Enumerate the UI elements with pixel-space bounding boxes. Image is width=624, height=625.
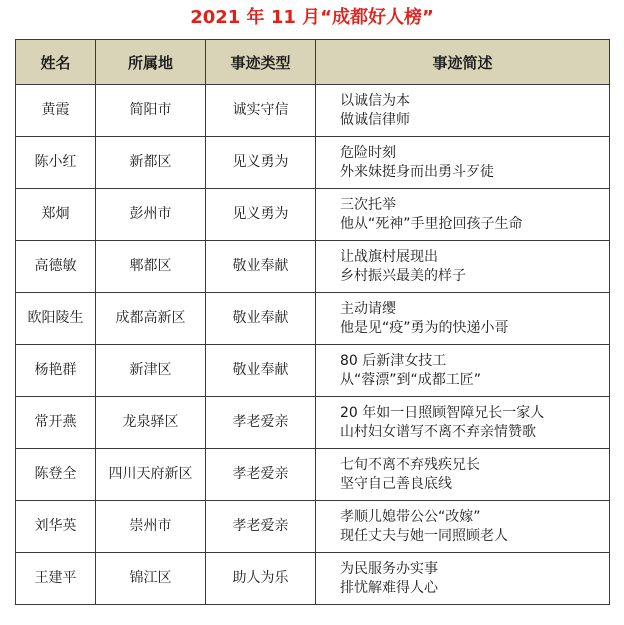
- description-line-1: 20 年如一日照顾智障兄长一家人: [340, 404, 545, 421]
- table-row: [16, 189, 610, 241]
- cell-description: [316, 553, 610, 605]
- description-line-1: 为民服务办实事: [340, 560, 438, 577]
- table-row: [16, 449, 610, 501]
- description-line-2: 做诚信律师: [340, 111, 410, 128]
- description-line-1: 七旬不离不弃残疾兄长: [340, 456, 480, 473]
- header-name: 姓名: [16, 40, 96, 85]
- cell-name: 欧阳陵生: [16, 293, 96, 345]
- cell-description: [316, 189, 610, 241]
- cell-description: [316, 241, 610, 293]
- cell-name: 王建平: [16, 553, 96, 605]
- cell-name: 黄霞: [16, 85, 96, 137]
- cell-name: 常开燕: [16, 397, 96, 449]
- table-header-row: [16, 40, 610, 85]
- table-row: [16, 345, 610, 397]
- cell-name: 高德敏: [16, 241, 96, 293]
- table-row: [16, 293, 610, 345]
- page-title: 2021 年 11 月“成都好人榜”: [190, 7, 434, 28]
- cell-description: [316, 345, 610, 397]
- table-row: [16, 85, 610, 137]
- description-line-1: 主动请缨: [340, 300, 396, 317]
- cell-description: [316, 449, 610, 501]
- cell-type: 敬业奉献: [206, 241, 316, 293]
- description-line-1: 让战旗村展现出: [340, 248, 438, 265]
- cell-type: 孝老爱亲: [206, 397, 316, 449]
- description-line-2: 乡村振兴最美的样子: [340, 267, 466, 284]
- table-row: [16, 397, 610, 449]
- cell-location: 郫都区: [96, 241, 206, 293]
- cell-location: 龙泉驿区: [96, 397, 206, 449]
- cell-type: 孝老爱亲: [206, 449, 316, 501]
- cell-location: 新津区: [96, 345, 206, 397]
- description-line-1: 危险时刻: [340, 144, 396, 161]
- table-row: [16, 137, 610, 189]
- honor-list-table: [15, 39, 610, 605]
- description-line-1: 以诚信为本: [340, 92, 410, 109]
- description-line-1: 80 后新津女技工: [340, 352, 447, 369]
- cell-name: 陈登全: [16, 449, 96, 501]
- description-line-2: 现任丈夫与她一同照顾老人: [340, 527, 508, 544]
- cell-name: 刘华英: [16, 501, 96, 553]
- description-line-2: 坚守自己善良底线: [340, 475, 452, 492]
- cell-type: 见义勇为: [206, 137, 316, 189]
- table-row: [16, 501, 610, 553]
- cell-type: 敬业奉献: [206, 345, 316, 397]
- cell-location: 锦江区: [96, 553, 206, 605]
- cell-location: 崇州市: [96, 501, 206, 553]
- cell-description: [316, 293, 610, 345]
- description-line-2: 外来妹挺身而出勇斗歹徒: [340, 163, 494, 180]
- cell-description: [316, 397, 610, 449]
- cell-name: 郑炯: [16, 189, 96, 241]
- cell-location: 新都区: [96, 137, 206, 189]
- header-type: 事迹类型: [206, 40, 316, 85]
- header-location: 所属地: [96, 40, 206, 85]
- cell-location: 四川天府新区: [96, 449, 206, 501]
- description-line-1: 三次托举: [340, 196, 396, 213]
- description-line-2: 从“蓉漂”到“成都工匠”: [340, 371, 482, 388]
- table-row: [16, 553, 610, 605]
- cell-name: 杨艳群: [16, 345, 96, 397]
- description-line-2: 他是见“疫”勇为的快递小哥: [340, 319, 509, 336]
- description-line-2: 山村妇女谱写不离不弃亲情赞歌: [340, 423, 536, 440]
- cell-location: 成都高新区: [96, 293, 206, 345]
- cell-location: 简阳市: [96, 85, 206, 137]
- description-line-1: 孝顺儿媳带公公“改嫁”: [340, 508, 481, 525]
- cell-location: 彭州市: [96, 189, 206, 241]
- table-row: [16, 241, 610, 293]
- description-line-2: 他从“死神”手里抢回孩子生命: [340, 215, 523, 232]
- cell-type: 诚实守信: [206, 85, 316, 137]
- cell-name: 陈小红: [16, 137, 96, 189]
- cell-description: [316, 85, 610, 137]
- header-description: 事迹简述: [316, 40, 610, 85]
- cell-type: 孝老爱亲: [206, 501, 316, 553]
- cell-type: 敬业奉献: [206, 293, 316, 345]
- cell-description: [316, 137, 610, 189]
- cell-type: 助人为乐: [206, 553, 316, 605]
- description-line-2: 排忧解难得人心: [340, 579, 438, 596]
- cell-description: [316, 501, 610, 553]
- cell-type: 见义勇为: [206, 189, 316, 241]
